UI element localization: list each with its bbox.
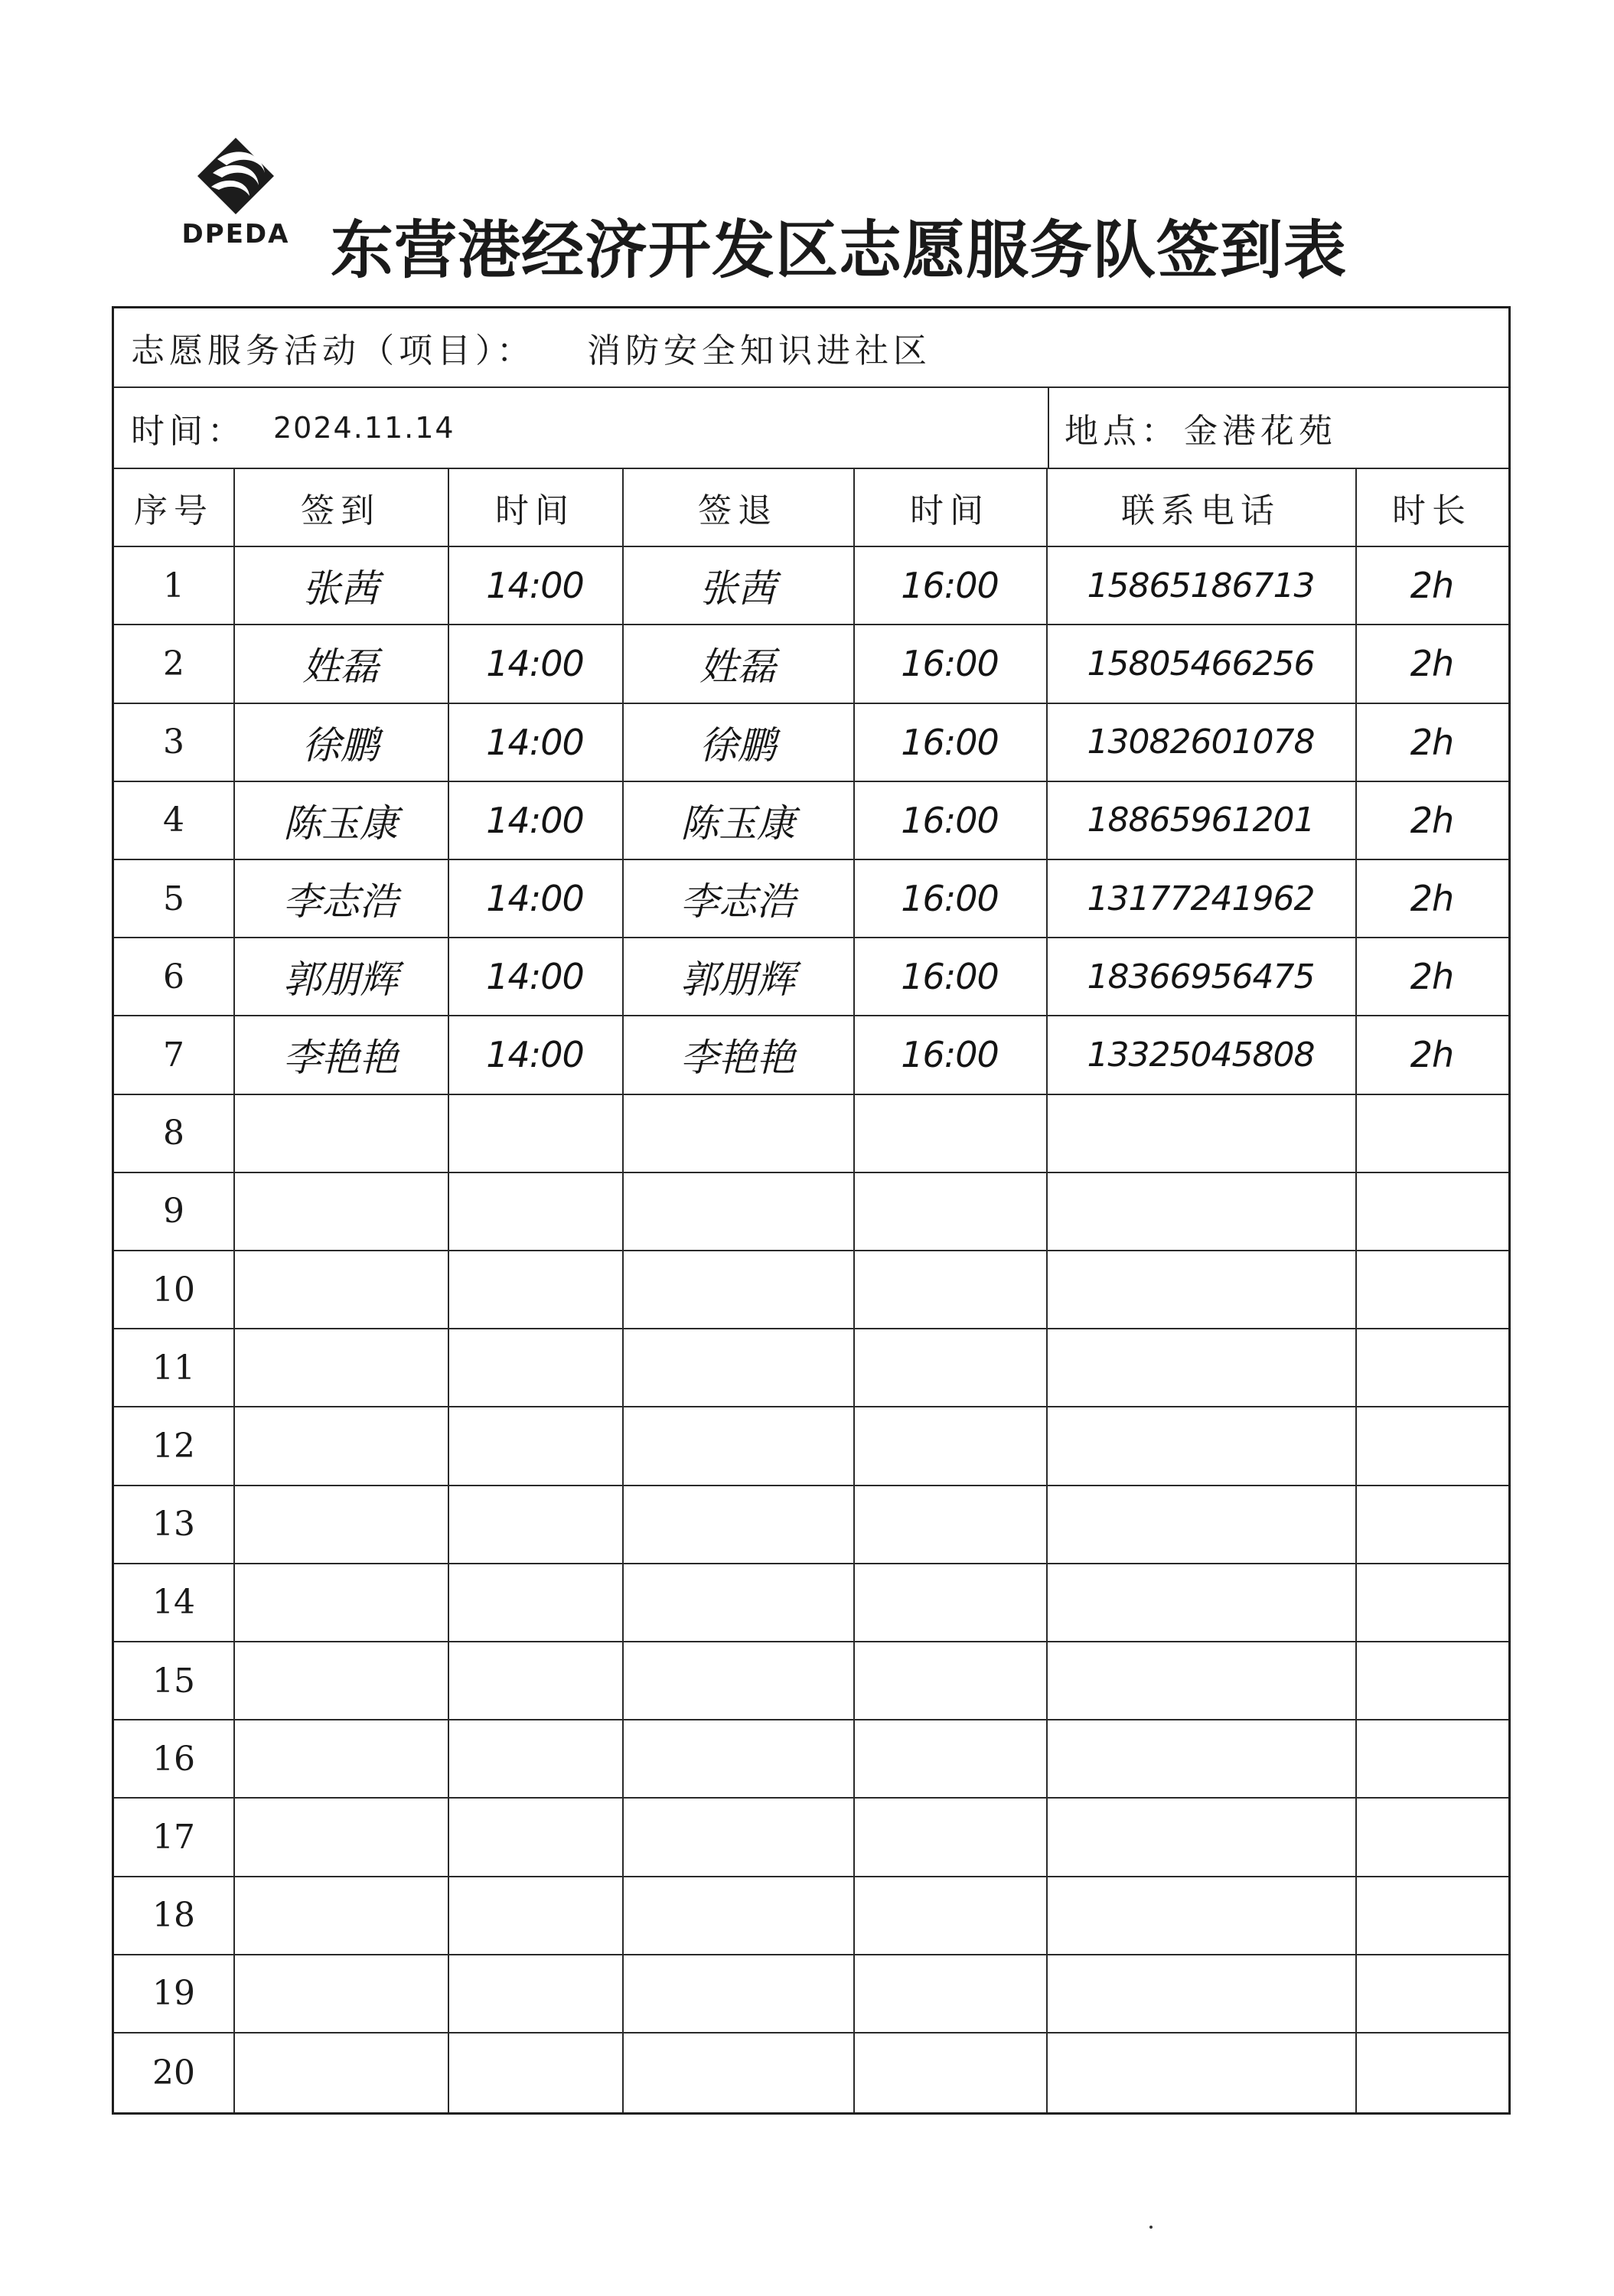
sign-out-signature: 张茜 — [699, 566, 776, 612]
duration — [1355, 1173, 1508, 1250]
row-number: 4 — [163, 801, 184, 840]
table-row — [114, 938, 1508, 1016]
contact-phone — [1046, 1329, 1355, 1406]
header-col-in-time: 时间 — [495, 491, 575, 531]
row-number: 12 — [152, 1426, 195, 1466]
duration — [1355, 2033, 1508, 2112]
contact-phone — [1046, 1799, 1355, 1875]
location-value: 金港花苑 — [1184, 412, 1337, 451]
sign-out-time: 16:00 — [901, 956, 999, 998]
table-row — [114, 1642, 1508, 1720]
sign-out-signature — [622, 1955, 853, 2032]
date-value: 2024.11.14 — [273, 411, 455, 445]
duration — [1355, 1407, 1508, 1484]
sign-out-signature — [622, 1407, 853, 1484]
sign-in-signature — [233, 1642, 448, 1719]
row-number: 5 — [163, 879, 184, 918]
attendance-table — [114, 469, 1508, 2112]
table-row — [114, 1251, 1508, 1329]
sign-out-time — [853, 1799, 1046, 1875]
table-row — [114, 1720, 1508, 1799]
sign-in-sheet — [112, 306, 1511, 2115]
sign-out-time — [853, 1642, 1046, 1719]
sign-in-signature — [233, 2033, 448, 2112]
table-row — [114, 1407, 1508, 1486]
table-row — [114, 860, 1508, 938]
sign-in-signature — [233, 1329, 448, 1406]
sign-out-signature: 李志浩 — [680, 879, 795, 925]
table-row — [114, 1016, 1508, 1094]
duration — [1355, 1720, 1508, 1797]
contact-phone — [1046, 1955, 1355, 2032]
time-location-row — [114, 388, 1508, 469]
row-number: 2 — [163, 644, 184, 683]
sign-out-time: 16:00 — [901, 565, 999, 607]
sign-in-time — [448, 1329, 622, 1406]
dpeda-swirl-icon — [182, 129, 289, 220]
sign-in-time — [448, 1955, 622, 2032]
sign-in-time — [448, 1486, 622, 1563]
sign-in-time — [448, 2033, 622, 2112]
sign-in-time: 14:00 — [486, 565, 584, 607]
sign-out-signature — [622, 2033, 853, 2112]
sign-out-signature — [622, 1642, 853, 1719]
row-number: 13 — [152, 1505, 195, 1544]
contact-phone — [1046, 1642, 1355, 1719]
sign-out-time — [853, 1407, 1046, 1484]
sign-in-time — [448, 1095, 622, 1172]
contact-phone: 18865961201 — [1087, 801, 1315, 840]
sign-in-time: 14:00 — [486, 799, 584, 841]
sign-in-signature: 李艳艳 — [283, 1035, 398, 1081]
table-row — [114, 2033, 1508, 2112]
contact-phone: 13082601078 — [1087, 722, 1315, 762]
sign-in-signature — [233, 1486, 448, 1563]
row-number: 1 — [163, 566, 184, 605]
sign-in-time — [448, 1407, 622, 1484]
organization-logo — [174, 129, 297, 259]
sign-out-signature — [622, 1720, 853, 1797]
duration: 2h — [1410, 643, 1454, 685]
sign-out-signature — [622, 1251, 853, 1328]
duration — [1355, 1251, 1508, 1328]
sign-in-time: 14:00 — [486, 721, 584, 763]
header-col-no: 序号 — [134, 491, 214, 531]
sign-in-time — [448, 1720, 622, 1797]
sign-in-signature: 陈玉康 — [283, 801, 398, 846]
header-col-phone: 联系电话 — [1121, 491, 1280, 531]
contact-phone — [1046, 1486, 1355, 1563]
sign-in-signature: 张茜 — [302, 566, 379, 612]
sign-in-time — [448, 1173, 622, 1250]
row-number: 3 — [163, 722, 184, 762]
duration — [1355, 1955, 1508, 2032]
contact-phone — [1046, 1720, 1355, 1797]
sign-in-signature: 郭朋辉 — [283, 957, 398, 1003]
table-row — [114, 625, 1508, 703]
sign-out-time: 16:00 — [901, 878, 999, 920]
sign-in-signature: 姓磊 — [302, 644, 379, 690]
sign-in-signature: 徐鹏 — [302, 722, 379, 768]
sign-out-time — [853, 1955, 1046, 2032]
contact-phone — [1046, 1095, 1355, 1172]
row-number: 16 — [152, 1739, 195, 1779]
sign-out-signature: 郭朋辉 — [680, 957, 795, 1003]
duration — [1355, 1799, 1508, 1875]
sign-out-signature: 姓磊 — [699, 644, 776, 690]
sign-out-time — [853, 1720, 1046, 1797]
table-row — [114, 1173, 1508, 1251]
row-number: 19 — [152, 1974, 195, 2014]
activity-label: 志愿服务活动（项目）： — [131, 331, 535, 370]
sign-out-signature: 陈玉康 — [680, 801, 795, 846]
table-header-row — [114, 469, 1508, 547]
duration: 2h — [1410, 721, 1454, 763]
sign-out-time — [853, 1329, 1046, 1406]
table-row — [114, 1329, 1508, 1407]
header-col-sign-in: 签到 — [301, 491, 380, 531]
row-number: 18 — [152, 1896, 195, 1936]
row-number: 8 — [163, 1114, 184, 1153]
sign-out-time: 16:00 — [901, 799, 999, 841]
row-number: 15 — [152, 1661, 195, 1701]
table-row — [114, 1955, 1508, 2033]
sign-in-time: 14:00 — [486, 956, 584, 998]
duration — [1355, 1564, 1508, 1641]
sign-out-time: 16:00 — [901, 643, 999, 685]
contact-phone — [1046, 2033, 1355, 2112]
contact-phone: 18366956475 — [1087, 957, 1315, 996]
info-divider — [1048, 388, 1049, 468]
contact-phone — [1046, 1173, 1355, 1250]
sign-in-signature — [233, 1564, 448, 1641]
table-row — [114, 547, 1508, 625]
row-number: 7 — [163, 1035, 184, 1075]
sign-in-signature — [233, 1799, 448, 1875]
row-number: 10 — [152, 1270, 195, 1309]
table-row — [114, 1799, 1508, 1877]
sign-out-time: 16:00 — [901, 1034, 999, 1076]
sign-out-signature — [622, 1799, 853, 1875]
sign-in-signature — [233, 1095, 448, 1172]
header-col-duration: 时长 — [1392, 491, 1472, 531]
sign-in-time — [448, 1799, 622, 1875]
sign-in-time: 14:00 — [486, 878, 584, 920]
sign-out-time — [853, 1251, 1046, 1328]
sign-out-signature: 李艳艳 — [680, 1035, 795, 1081]
row-number: 20 — [152, 2053, 195, 2092]
time-label: 时间： — [131, 412, 246, 451]
duration — [1355, 1642, 1508, 1719]
sign-in-time: 14:00 — [486, 643, 584, 685]
sign-out-time — [853, 1877, 1046, 1954]
table-row — [114, 1564, 1508, 1642]
header-col-sign-out: 签退 — [698, 491, 778, 531]
sign-out-signature: 徐鹏 — [699, 722, 776, 768]
sign-in-signature — [233, 1173, 448, 1250]
sign-out-time — [853, 2033, 1046, 2112]
page-title: 东营港经济开发区志愿服务队签到表 — [331, 214, 1348, 287]
sign-in-signature: 李志浩 — [283, 879, 398, 925]
duration: 2h — [1410, 799, 1454, 841]
scan-speck — [1149, 2226, 1153, 2229]
duration — [1355, 1095, 1508, 1172]
row-number: 14 — [152, 1583, 195, 1623]
duration — [1355, 1486, 1508, 1563]
table-row — [114, 1877, 1508, 1955]
sign-out-signature — [622, 1486, 853, 1563]
table-row — [114, 1095, 1508, 1173]
contact-phone: 15805466256 — [1087, 644, 1315, 683]
sign-out-time — [853, 1486, 1046, 1563]
sign-out-signature — [622, 1173, 853, 1250]
contact-phone: 13177241962 — [1087, 879, 1315, 918]
sign-in-signature — [233, 1720, 448, 1797]
sign-out-time — [853, 1095, 1046, 1172]
sign-in-time — [448, 1251, 622, 1328]
duration: 2h — [1410, 878, 1454, 920]
sign-in-signature — [233, 1955, 448, 2032]
duration: 2h — [1410, 1034, 1454, 1076]
duration: 2h — [1410, 565, 1454, 607]
duration: 2h — [1410, 956, 1454, 998]
location-label: 地点： — [1065, 412, 1179, 451]
contact-phone — [1046, 1251, 1355, 1328]
contact-phone — [1046, 1407, 1355, 1484]
sign-in-time — [448, 1564, 622, 1641]
row-number: 11 — [152, 1348, 195, 1388]
sign-in-time — [448, 1877, 622, 1954]
sign-in-signature — [233, 1407, 448, 1484]
sign-out-time — [853, 1173, 1046, 1250]
sign-out-signature — [622, 1564, 853, 1641]
table-row — [114, 782, 1508, 860]
row-number: 9 — [163, 1192, 184, 1231]
sign-in-signature — [233, 1251, 448, 1328]
duration — [1355, 1877, 1508, 1954]
table-row — [114, 1486, 1508, 1564]
contact-phone — [1046, 1564, 1355, 1641]
sign-out-time — [853, 1564, 1046, 1641]
duration — [1355, 1329, 1508, 1406]
logo-wordmark: DPEDA — [181, 219, 290, 249]
contact-phone: 15865186713 — [1087, 566, 1315, 605]
table-row — [114, 704, 1508, 782]
row-number: 6 — [163, 957, 184, 996]
sign-in-time — [448, 1642, 622, 1719]
activity-row — [114, 308, 1508, 388]
sign-in-signature — [233, 1877, 448, 1954]
contact-phone: 13325045808 — [1087, 1035, 1315, 1075]
sign-out-signature — [622, 1329, 853, 1406]
sign-in-time: 14:00 — [486, 1034, 584, 1076]
sign-out-signature — [622, 1877, 853, 1954]
activity-value: 消防安全知识进社区 — [587, 331, 931, 370]
sign-out-signature — [622, 1095, 853, 1172]
header-col-out-time: 时间 — [910, 491, 990, 531]
row-number: 17 — [152, 1817, 195, 1857]
sign-out-time: 16:00 — [901, 721, 999, 763]
contact-phone — [1046, 1877, 1355, 1954]
